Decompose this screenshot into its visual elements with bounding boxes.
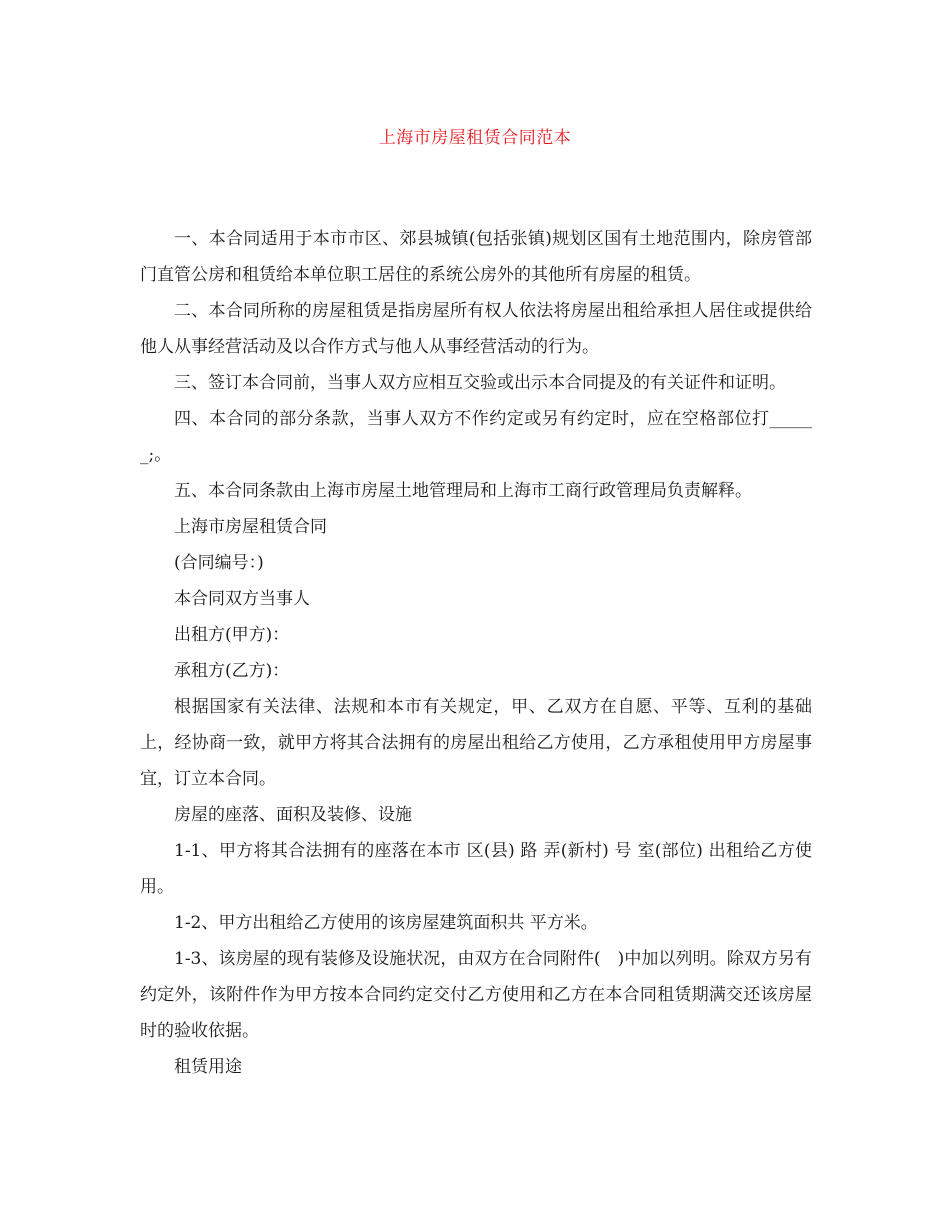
clause-2: 二、本合同所称的房屋租赁是指房屋所有权人依法将房屋出租给承担人居住或提供给他人从事经营活动及以合作方式与他人从事经营活动的行为。 bbox=[140, 301, 812, 357]
clause-5: 五、本合同条款由上海市房屋土地管理局和上海市工商行政管理局负责解释。 bbox=[174, 481, 752, 501]
lessor-line: 出租方(甲方)： bbox=[174, 625, 290, 645]
contract-number: (合同编号：) bbox=[174, 553, 264, 573]
section-premises-heading: 房屋的座落、面积及装修、设施 bbox=[174, 805, 412, 825]
contract-heading: 上海市房屋租赁合同 bbox=[174, 517, 327, 537]
section-use-heading: 租赁用途 bbox=[174, 1057, 242, 1077]
clause-1-1: 1-1、甲方将其合法拥有的座落在本市 区(县) 路 弄(新村) 号 室(部位) 出租给乙方使用。 bbox=[140, 841, 812, 897]
clause-1: 一、本合同适用于本市市区、郊县城镇(包括张镇)规划区国有土地范围内，除房管部门直管公房和租赁给本单位职工居住的系统公房外的其他所有房屋的租赁。 bbox=[140, 229, 812, 285]
lessee-line: 承租方(乙方)： bbox=[174, 661, 290, 681]
document-body bbox=[140, 221, 812, 1085]
document-title: 上海市房屋租赁合同范本 bbox=[378, 128, 572, 148]
clause-1-2: 1-2、甲方出租给乙方使用的该房屋建筑面积共 平方米。 bbox=[174, 913, 598, 933]
parties-heading: 本合同双方当事人 bbox=[174, 589, 310, 609]
clause-3: 三、签订本合同前，当事人双方应相互交验或出示本合同提及的有关证件和证明。 bbox=[174, 373, 786, 393]
clause-4: 四、本合同的部分条款，当事人双方不作约定或另有约定时，应在空格部位打______;。 bbox=[140, 409, 812, 465]
clause-1-3: 1-3、该房屋的现有装修及设施状况，由双方在合同附件( )中加以列明。除双方另有约定外，该附件作为甲方按本合同约定交付乙方使用和乙方在本合同租赁期满交还该房屋时的验收依据。 bbox=[140, 949, 812, 1041]
preamble: 根据国家有关法律、法规和本市有关规定，甲、乙双方在自愿、平等、互利的基础上，经协商一致，就甲方将其合法拥有的房屋出租给乙方使用，乙方承租使用甲方房屋事宜，订立本合同。 bbox=[140, 697, 812, 789]
